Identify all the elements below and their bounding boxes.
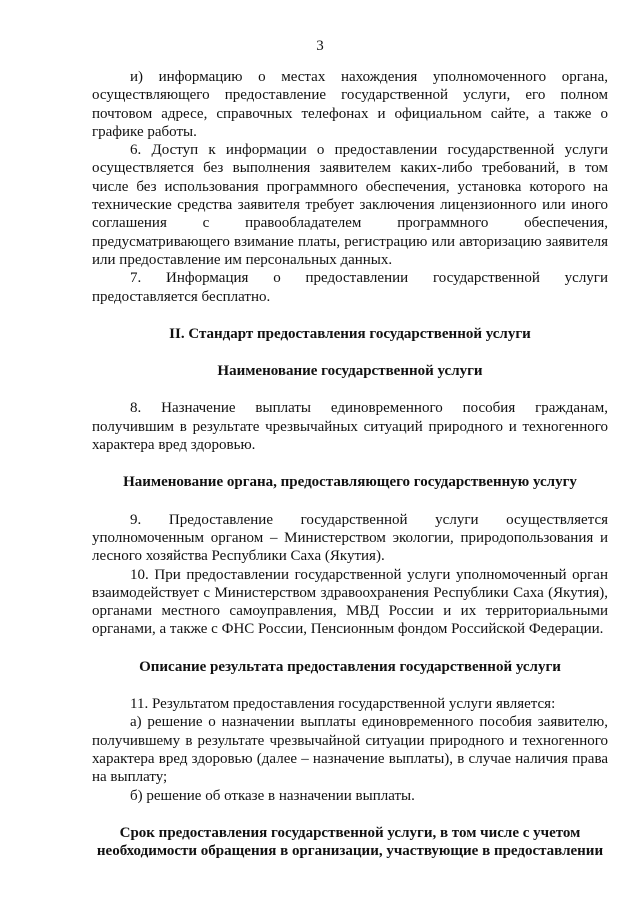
subsection-heading-authority: Наименование органа, предоставляющего государственную услугу xyxy=(123,474,577,491)
page-number: 3 xyxy=(316,38,324,54)
subsection-heading-result: Описание результата предоставления государственной услуги xyxy=(139,658,561,675)
paragraph-item-i: и) информацию о местах нахождения уполномоченного органа, осуществляющего предоставление государственной услуги, его полном почтовом адресе, справочных телефонах и официальном сайте, а также о графике работы. xyxy=(92,69,608,140)
list-item-a: а) решение о назначении выплаты единовременного пособия заявителю, получившему в результате чрезвычайной ситуации природного и техногенного характера вред здоровью (далее – назначение выплаты), в случае наличия права на выплату; xyxy=(92,714,608,786)
paragraph-8: 8. Назначение выплаты единовременного пособия гражданам, получившим в результате чрезвычайных ситуаций природного и техногенного характера вред здоровью. xyxy=(92,400,608,454)
list-item-b: б) решение об отказе в назначении выплаты. xyxy=(130,787,415,804)
document-body xyxy=(92,68,608,860)
subsection-heading-term-line-2: необходимости обращения в организации, участвующие в предоставлении xyxy=(96,843,604,860)
subsection-heading-term-line-1: Срок предоставления государственной услуги, в том числе с учетом xyxy=(119,824,581,841)
paragraph-7: 7. Информация о предоставлении государственной услуги предоставляется бесплатно. xyxy=(92,270,608,305)
subsection-heading-service-name: Наименование государственной услуги xyxy=(217,363,483,380)
paragraph-9: 9. Предоставление государственной услуги осуществляется уполномоченным органом – Министерством экологии, природопользования и лесного хозяйства Республики Саха (Якутия). xyxy=(92,511,608,565)
paragraph-10: 10. При предоставлении государственной услуги уполномоченный орган взаимодействует с Министерством здравоохранения Республики Саха (Якутия), органами местного самоуправления, МВД России и их территориальными органами, а также с ФНС России, Пенсионным фондом Российской Федерации. xyxy=(92,566,608,638)
section-heading: II. Стандарт предоставления государственной услуги xyxy=(169,325,531,342)
paragraph-11: 11. Результатом предоставления государственной услуги является: xyxy=(130,696,556,713)
paragraph-6: 6. Доступ к информации о предоставлении государственной услуги осуществляется без выполнения заявителем каких-либо требований, в том числе без использования программного обеспечения, установка которого на технические средства заявителя требует заключения лицензионного или иного соглашения с правообладателем программного обеспечения, предусматривающего взимание платы, регистрацию или авторизацию заявителя или предоставление им персональных данных. xyxy=(92,142,608,268)
